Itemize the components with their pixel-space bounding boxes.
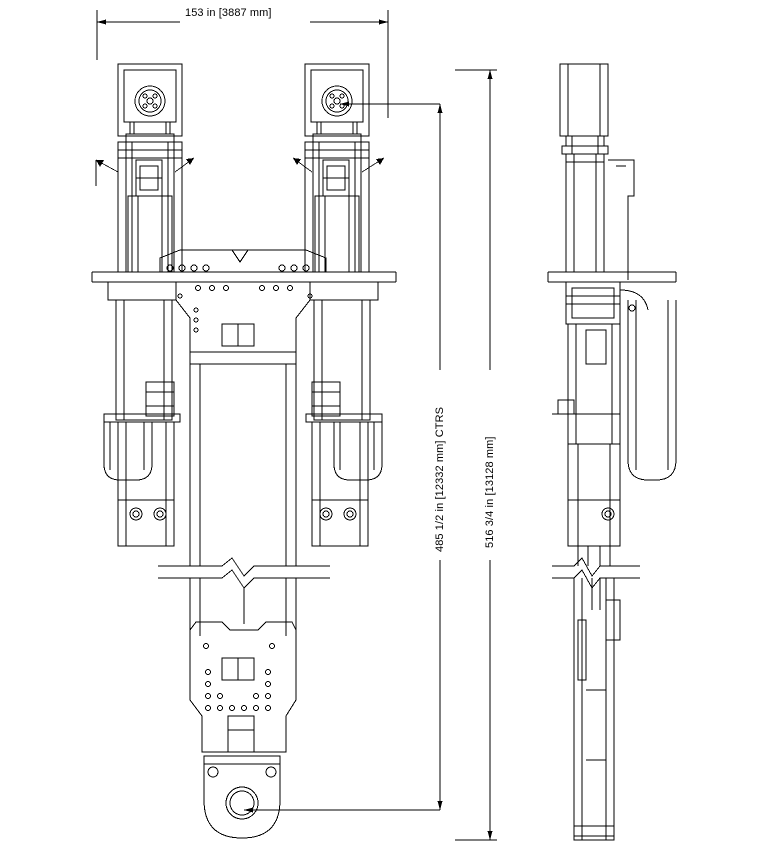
side-elevation-view	[548, 64, 676, 840]
side-upper-mast	[560, 64, 634, 280]
bottom-clevis	[204, 756, 280, 838]
break-line-symbol	[158, 558, 330, 588]
center-main-column-upper	[190, 364, 296, 566]
side-break-line-symbol	[552, 558, 640, 588]
bolt-hole-pattern	[167, 265, 312, 332]
left-mast-assembly	[96, 64, 194, 272]
right-lower-leg	[306, 282, 382, 546]
dimension-centers-label: 485 1/2 in [12332 mm] CTRS	[434, 406, 446, 552]
side-lower-body	[552, 300, 676, 566]
dimension-leaders	[244, 102, 440, 813]
left-lower-leg	[104, 282, 180, 546]
front-elevation-view	[92, 64, 396, 838]
dimension-width-label: 153 in [3887 mm]	[185, 7, 272, 19]
side-lower-column	[574, 578, 620, 840]
dimension-overall-label: 516 3/4 in [13128 mm]	[484, 436, 496, 548]
side-deck-plate	[548, 272, 676, 282]
right-mast-assembly	[293, 64, 384, 272]
lower-frame-plate	[190, 622, 296, 752]
lower-bolt-hole-pattern	[204, 644, 275, 711]
